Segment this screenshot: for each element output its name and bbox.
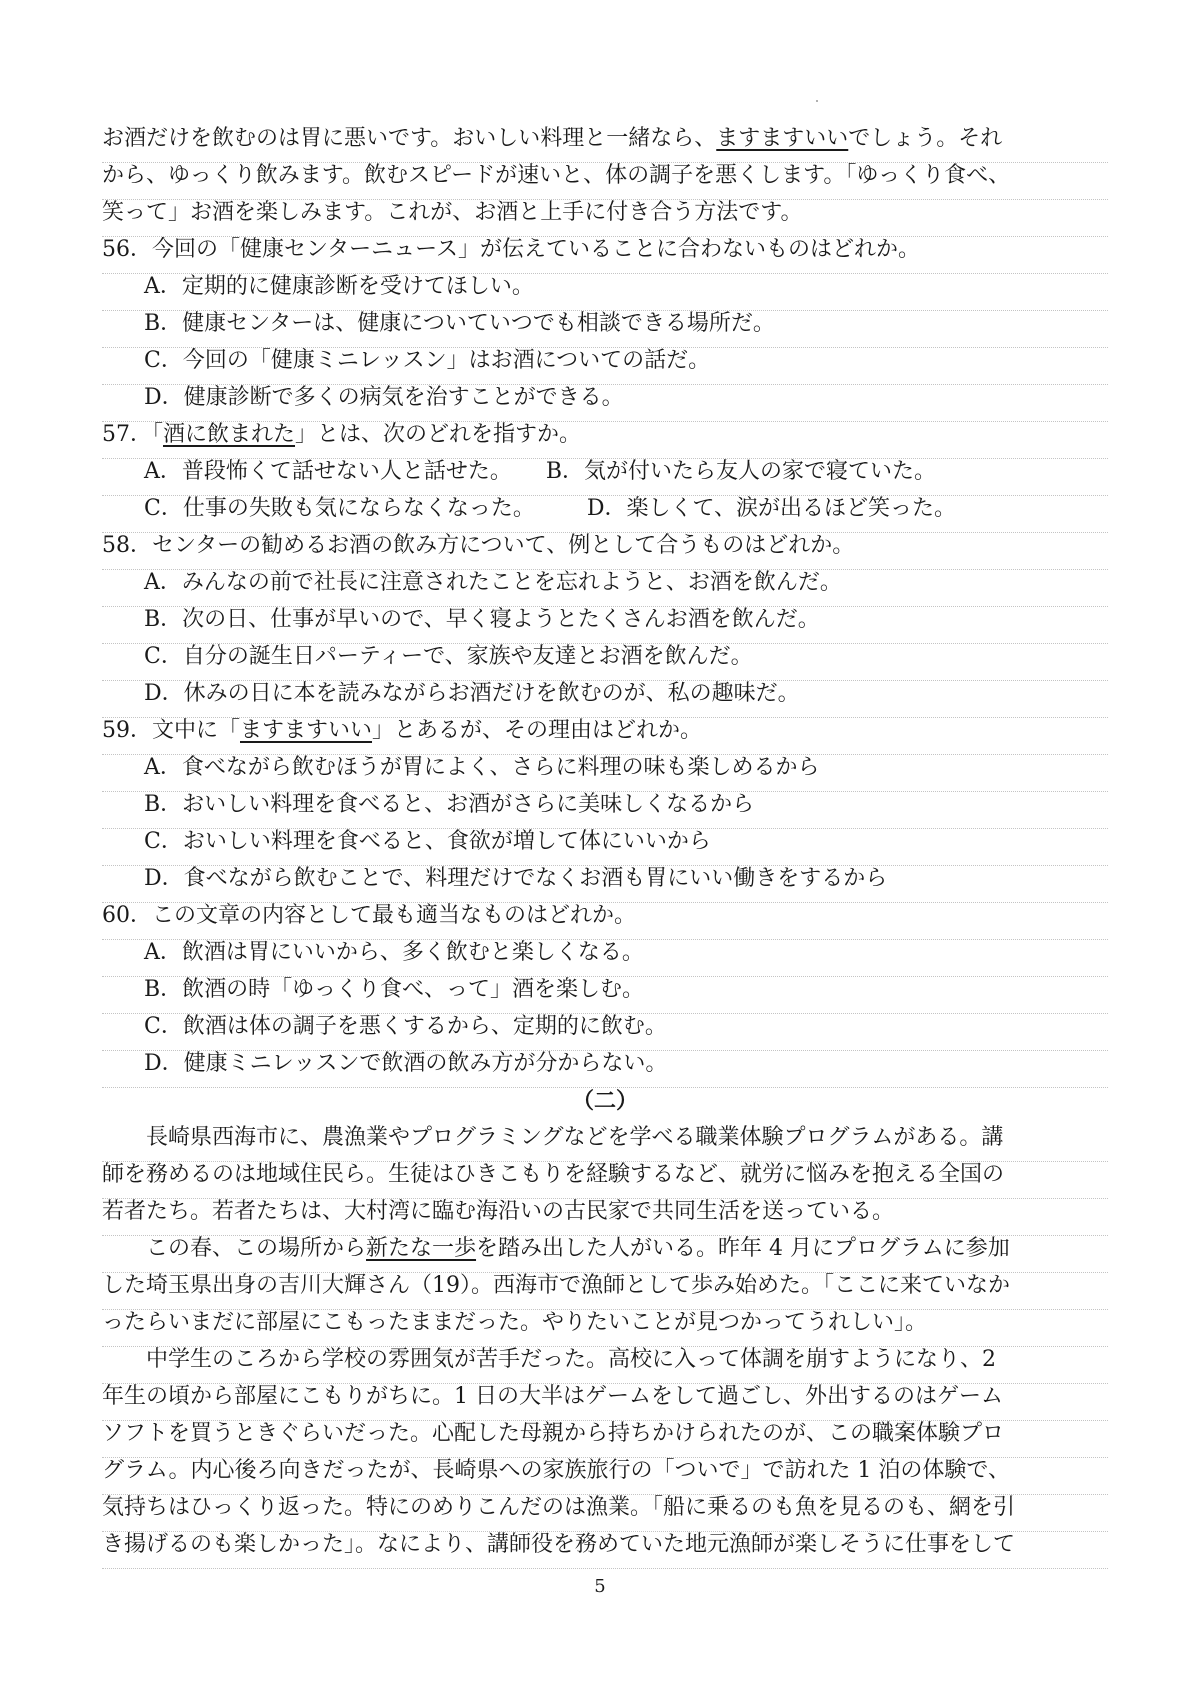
option-58-c: C．自分の誕生日パーティーで、家族や友達とお酒を飲んだ。 [102,644,1108,681]
underlined-phrase: 新たな一歩 [366,1236,477,1261]
option-56-d: D．健康診断で多くの病気を治すことができる。 [102,385,1108,422]
options-57-row2 [102,496,1108,533]
option-57-c: C．仕事の失敗も気にならなくなった。 [144,496,535,521]
option-58-b: B．次の日、仕事が早いので、早く寝ようとたくさんお酒を飲んだ。 [102,607,1108,644]
section-heading: （二） [571,1088,638,1114]
underlined-phrase: 酒に飲まれた [163,422,296,447]
passage2-line: 師を務めるのは地域住民ら。生徒はひきこもりを経験するなど、就労に悩みを抱える全国の [102,1162,1108,1199]
passage1-line: から、ゆっくり飲みます。飲むスピードが速いと、体の調子を悪くします。「ゆっくり食べ、 [102,163,1108,200]
passage2-line: 若者たち。若者たちは、大村湾に臨む海沿いの古民家で共同生活を送っている。 [102,1199,1108,1236]
passage2-line: ったらいまだに部屋にこもったままだった。やりたいことが見つかってうれしい」。 [102,1310,1108,1347]
option-60-d: D．健康ミニレッスンで飲酒の飲み方が分からない。 [102,1051,1108,1088]
option-58-d: D．休みの日に本を読みながらお酒だけを飲むのが、私の趣味だ。 [102,681,1108,718]
passage2-line: この春、この場所から新たな一歩を踏み出した人がいる。昨年 4 月にプログラムに参加 [102,1236,1108,1273]
passage1-line: お酒だけを飲むのは胃に悪いです。おいしい料理と一緒なら、ますますいいでしょう。それ [102,126,1108,163]
option-59-c: C．おいしい料理を食べると、食欲が増して体にいいから [102,829,1108,866]
options-57-row1 [102,459,1108,496]
passage2-line: 中学生のころから学校の雰囲気が苦手だった。高校に入って体調を崩すようになり、2 [102,1347,1108,1384]
option-58-a: A．みんなの前で社長に注意されたことを忘れようと、お酒を飲んだ。 [102,570,1108,607]
passage2-line: した埼玉県出身の吉川大輝さん（19）。西海市で漁師として歩み始めた。「ここに来ていなか [102,1273,1108,1310]
passage2-line: き揚げるのも楽しかった」。なにより、講師役を務めていた地元漁師が楽しそうに仕事をして [102,1532,1108,1569]
question-60: 60．この文章の内容として最も適当なものはどれか。 [102,903,1108,940]
question-56: 56．今回の「健康センターニュース」が伝えていることに合わないものはどれか。 [102,237,1108,274]
option-57-a: A．普段怖くて話せない人と話せた。 [144,459,512,484]
question-57: 57．「酒に飲まれた」とは、次のどれを指すか。 [102,422,1108,459]
page-content [102,126,1108,1569]
scan-speck [816,100,818,102]
option-57-b: B．気が付いたら友人の家で寝ていた。 [545,459,937,484]
option-60-a: A．飲酒は胃にいいから、多く飲むと楽しくなる。 [102,940,1108,977]
option-60-b: B．飲酒の時「ゆっくり食べ、って」酒を楽しむ。 [102,977,1108,1014]
option-56-c: C．今回の「健康ミニレッスン」はお酒についての話だ。 [102,348,1108,385]
option-59-d: D．食べながら飲むことで、料理だけでなくお酒も胃にいい働きをするから [102,866,1108,903]
question-58: 58．センターの勧めるお酒の飲み方について、例として合うものはどれか。 [102,533,1108,570]
option-60-c: C．飲酒は体の調子を悪くするから、定期的に飲む。 [102,1014,1108,1051]
passage2-line: ソフトを買うときぐらいだった。心配した母親から持ちかけられたのが、この職案体験プロ [102,1421,1108,1458]
option-59-a: A．食べながら飲むほうが胃によく、さらに料理の味も楽しめるから [102,755,1108,792]
option-57-d: D．楽しくて、涙が出るほど笑った。 [586,496,957,521]
underlined-phrase: ますますいい [240,718,373,743]
option-56-b: B．健康センターは、健康についていつでも相談できる場所だ。 [102,311,1108,348]
passage2-line: 気持ちはひっくり返った。特にのめりこんだのは漁業。「船に乗るのも魚を見るのも、網を引 [102,1495,1108,1532]
page-number: 5 [594,1576,606,1597]
question-59: 59．文中に「ますますいい」とあるが、その理由はどれか。 [102,718,1108,755]
underlined-phrase: ますますいい [716,126,849,151]
passage2-line: 長崎県西海市に、農漁業やプログラミングなどを学べる職業体験プログラムがある。講 [102,1125,1108,1162]
option-56-a: A．定期的に健康診断を受けてほしい。 [102,274,1108,311]
option-59-b: B．おいしい料理を食べると、お酒がさらに美味しくなるから [102,792,1108,829]
passage1-line: 笑って」お酒を楽しみます。これが、お酒と上手に付き合う方法です。 [102,200,1108,237]
passage2-line: グラム。内心後ろ向きだったが、長崎県への家族旅行の「ついで」で訪れた 1 泊の体験で、 [102,1458,1108,1495]
passage2-line: 年生の頃から部屋にこもりがちに。1 日の大半はゲームをして過ごし、外出するのはゲーム [102,1384,1108,1421]
